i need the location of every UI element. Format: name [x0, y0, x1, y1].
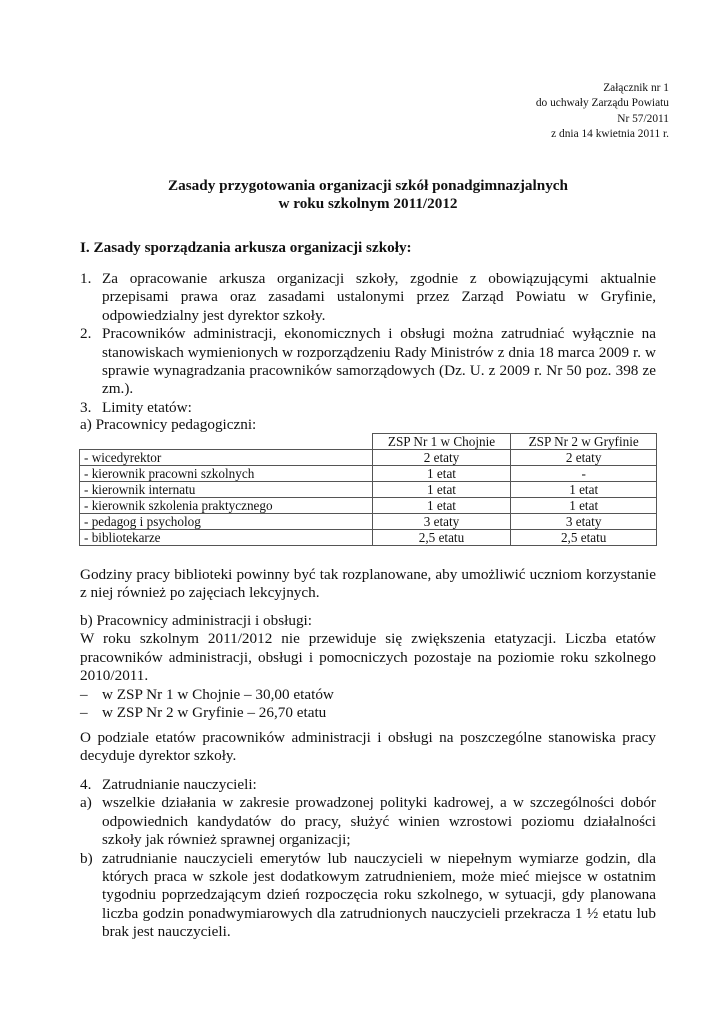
attachment-line: z dnia 14 kwietnia 2011 r.: [551, 127, 669, 140]
list-item: [80, 776, 656, 794]
list-item: [80, 325, 656, 399]
list-number: 3.: [80, 398, 92, 416]
table-cell: 1 etat: [372, 498, 511, 514]
table-header-cell: ZSP Nr 1 w Chojnie: [372, 434, 511, 450]
staff-limits-table: [79, 433, 657, 546]
list-item: [80, 794, 656, 849]
list-text: zatrudnianie nauczycieli emerytów lub nauczycieli w niepełnym wymiarze godzin, dla których praca w szkole jest dodatkowym zatrudnieniem, może mieć miejsce w ostatnim tygodniu poprzedzającym dzień rozpoczęcia roku szkolnego, w sytuacji, gdy planowana liczba godzin ponadwymiarowych dla zatrudnionych nauczycieli przekracza 1 ½ etatu lub brak jest nauczycieli.: [102, 849, 656, 941]
table-cell: 1 etat: [511, 498, 657, 514]
attachment-line: Załącznik nr 1: [603, 82, 669, 94]
list-item: [80, 270, 656, 325]
title-line-1: Zasady przygotowania organizacji szkół ponadgimnazjalnych: [168, 177, 568, 194]
table-cell: - kierownik szkolenia praktycznego: [80, 498, 373, 514]
list-number: 1.: [80, 270, 92, 287]
table-cell: 3 etaty: [372, 514, 511, 530]
table-cell: 3 etaty: [511, 514, 657, 530]
table-cell: 1 etat: [511, 482, 657, 498]
table-row: [80, 514, 657, 530]
administrative-text: W roku szkolnym 2011/2012 nie przewiduje się zwiększenia etatyzacji. Liczba etatów pracowników administracji, obsługi i pomocniczych pozostaje na poziomie roku szkolnego 2010/2011.: [80, 630, 656, 685]
table-row: [80, 466, 657, 482]
list-letter: a): [80, 794, 92, 812]
table-cell: - kierownik internatu: [80, 482, 373, 498]
dash-item-text: w ZSP Nr 2 w Gryfinie – 26,70 etatu: [102, 704, 327, 722]
list-text: Limity etatów:: [102, 398, 192, 416]
list-item: [80, 850, 656, 942]
attachment-header: [536, 81, 669, 142]
dash-bullet: –: [80, 704, 88, 722]
administrative-staff-label: b) Pracownicy administracji i obsługi:: [80, 612, 312, 629]
table-row: [80, 530, 657, 546]
table-row: [80, 482, 657, 498]
list-letter: b): [80, 849, 93, 867]
dash-list-item: [80, 686, 656, 704]
numbered-list: [80, 270, 656, 417]
table-cell: 2,5 etatu: [372, 530, 511, 546]
table-header-cell: ZSP Nr 2 w Gryfinie: [511, 434, 657, 450]
table-cell: 1 etat: [372, 482, 511, 498]
table-cell: - bibliotekarze: [80, 530, 373, 546]
pedagogical-staff-label: a) Pracownicy pedagogiczni:: [80, 416, 257, 433]
list-number: 2.: [80, 325, 92, 343]
table-cell: - kierownik pracowni szkolnych: [80, 466, 373, 482]
table-cell: 2 etaty: [511, 450, 657, 466]
table-cell: - wicedyrektor: [80, 450, 373, 466]
list-number: 4.: [80, 776, 92, 793]
table-cell: - pedagog i psycholog: [80, 514, 373, 530]
attachment-line: do uchwały Zarządu Powiatu: [535, 97, 669, 110]
table-cell: 2,5 etatu: [511, 530, 657, 546]
distribution-note: O podziale etatów pracowników administracji i obsługi na poszczególne stanowiska pracy decyduje dyrektor szkoły.: [80, 729, 656, 765]
table-cell: 2 etaty: [372, 450, 511, 466]
section-heading: I. Zasady sporządzania arkusza organizacji szkoły:: [80, 239, 412, 256]
title-line-2: w roku szkolnym 2011/2012: [278, 195, 458, 212]
list-text: Pracowników administracji, ekonomicznych i obsługi można zatrudniać wyłącznie na stanowiskach wymienionych w rozporządzeniu Rady Ministrów z dnia 18 marca 2009 r. w sprawie wynagradzania pracowników samorządowych (Dz. U. z 2009 r. Nr 50 poz. 398 ze zm.).: [102, 325, 656, 398]
table-header-row: [80, 434, 657, 450]
list-text: Zatrudnianie nauczycieli:: [102, 776, 257, 793]
list-text: Za opracowanie arkusza organizacji szkoły, zgodnie z obowiązującymi aktualnie przepisami prawa oraz zasadami ustalonymi przez Zarząd Powiatu w Gryfinie, odpowiedzialny jest dyrektor szkoły.: [102, 270, 656, 324]
table-cell: 1 etat: [372, 466, 511, 482]
document-title: [80, 177, 656, 213]
list-item: [80, 399, 656, 417]
list-text: wszelkie działania w zakresie prowadzonej polityki kadrowej, a w szczególności dobór odpowiednich kandydatów do pracy, służyć winien wzrostowi poziomu działalności szkoły jak również sprawnej organizacji;: [102, 794, 656, 849]
table-cell: -: [511, 466, 657, 482]
library-note: Godziny pracy biblioteki powinny być tak rozplanowane, aby umożliwić uczniom korzystanie z niej również po zajęciach lekcyjnych.: [80, 566, 656, 602]
table-header-cell: [80, 434, 373, 450]
dash-item-text: w ZSP Nr 1 w Chojnie – 30,00 etatów: [102, 685, 334, 703]
dash-list-item: [80, 704, 656, 722]
attachment-line: Nr 57/2011: [617, 112, 669, 125]
teachers-section: [80, 776, 656, 942]
table-row: [80, 450, 657, 466]
dash-bullet: –: [80, 685, 88, 703]
administrative-section: [80, 612, 656, 722]
table-row: [80, 498, 657, 514]
